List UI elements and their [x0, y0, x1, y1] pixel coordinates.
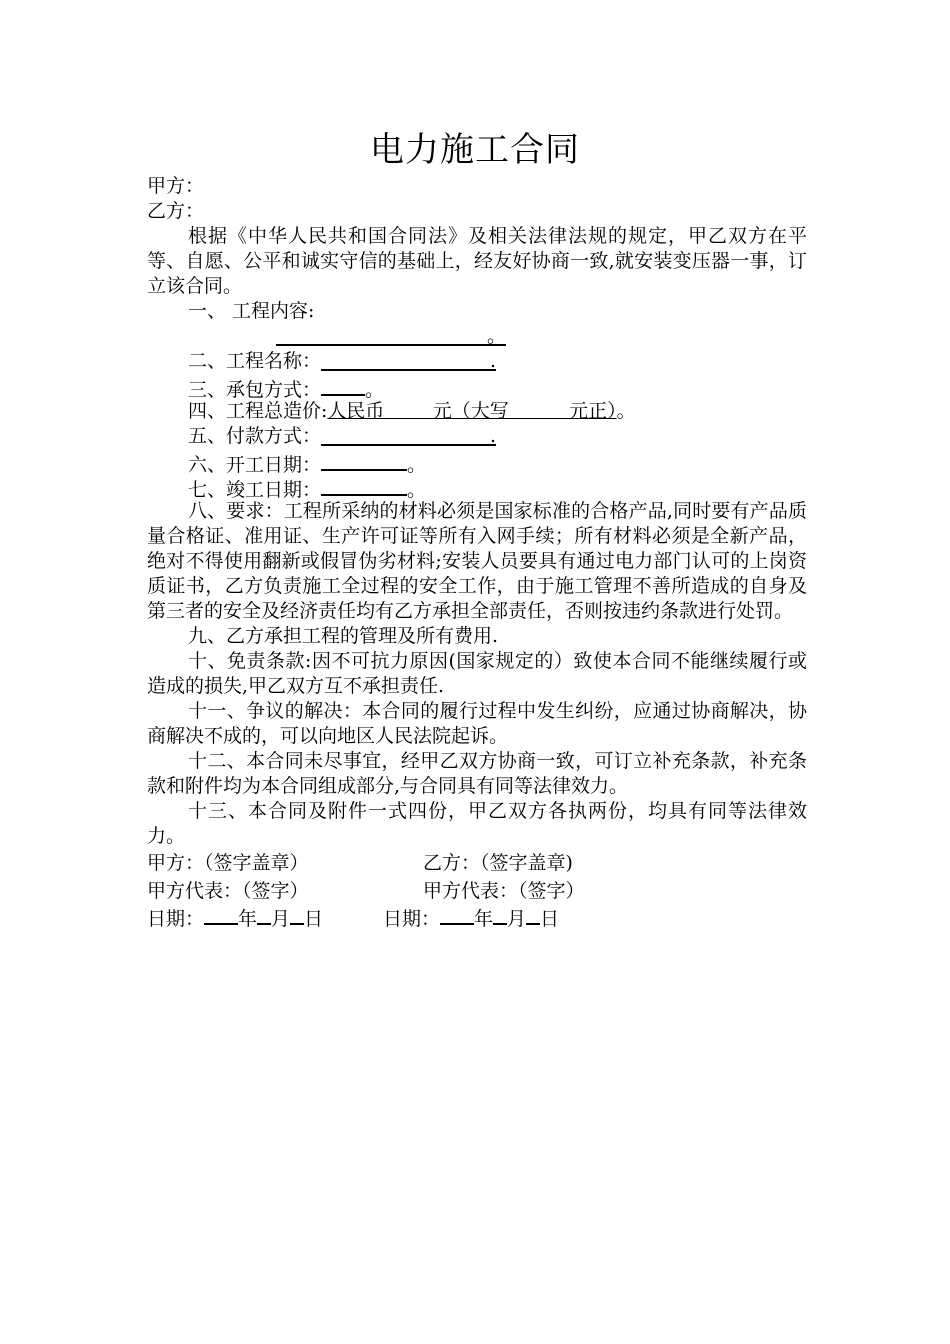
day-label: 日 [540, 908, 560, 930]
date-label: 日期： [383, 908, 441, 930]
clause-5-tail: . [489, 425, 497, 447]
clause-3 [147, 374, 807, 399]
clause-9: 九、乙方承担工程的管理及所有费用. [188, 625, 499, 647]
day-blank [290, 905, 304, 925]
clause-3-blank [321, 374, 365, 396]
party-a-line: 甲方： [147, 175, 205, 197]
clause-6-blank [321, 449, 407, 471]
intro-paragraph: 根据《中华人民共和国合同法》及相关法律法规的规定，甲乙双方在平等、自愿、公平和诚实守信的基础上，经友好协商一致,就安装变压器一事，订立该合同。 [147, 225, 807, 297]
clause-5 [147, 424, 807, 449]
clause-3-tail: 。 [365, 379, 385, 401]
month-blank [493, 905, 507, 925]
clause-1-label: 一、 工程内容: [188, 300, 315, 322]
clause-7 [147, 474, 807, 499]
clause-5-label: 五、付款方式： [188, 425, 322, 447]
clause-6-label: 六、开工日期： [188, 454, 322, 476]
clause-1-blank [276, 324, 506, 346]
party-a-representative: 甲方代表：（签字） [147, 880, 309, 902]
party-b-representative: 甲方代表：（签字） [423, 880, 585, 902]
representative-row [147, 877, 807, 905]
clause-8: 八、要求：工程所采纳的材料必须是国家标准的合格产品,同时要有产品质量合格证、准用证、生产许可证等所有入网手续；所有材料必须是全新产品，绝对不得使用翻新或假冒伪劣材料;安装人员要具有通过电力部门认可的上岗资质证书，乙方负责施工全过程的安全工作，由于施工管理不善所造成的自身及第三者的安全及经济责任均有乙方承担全部责任，否则按违约条款进行处罚。 [147, 500, 807, 622]
clause-3-label: 三、承包方式： [188, 379, 322, 401]
clause-11: 十一、争议的解决：本合同的履行过程中发生纠纷，应通过协商解决，协商解决不成的，可以向地区人民法院起诉。 [147, 700, 807, 747]
clause-1-tail: 。 [486, 325, 506, 347]
party-b-date [383, 905, 559, 933]
year-blank [440, 905, 474, 925]
signature-row [147, 849, 807, 877]
clause-7-tail: 。 [407, 479, 427, 501]
date-label: 日期： [147, 908, 205, 930]
clause-7-blank [321, 474, 407, 496]
date-row [147, 905, 807, 933]
day-label: 日 [304, 908, 324, 930]
clause-7-label: 七、竣工日期： [188, 479, 322, 501]
clause-4-tail: 。 [616, 400, 636, 422]
clause-4-label: 四、工程总造价: [188, 400, 328, 422]
party-a-date [147, 908, 323, 930]
clause-6-tail: 。 [407, 454, 427, 476]
clause-4 [147, 399, 807, 424]
month-blank [257, 905, 271, 925]
year-label: 年 [474, 908, 494, 930]
year-label: 年 [238, 908, 258, 930]
clause-1-blank-line [147, 324, 807, 349]
month-label: 月 [507, 908, 527, 930]
party-b-signature: 乙方：（签字盖章) [423, 852, 573, 874]
clause-10: 十、免责条款:因不可抗力原因(国家规定的）致使本合同不能继续履行或造成的损失,甲乙双方互不承担责任. [147, 650, 807, 697]
day-blank [526, 905, 540, 925]
clause-2 [147, 349, 807, 374]
clause-4-value: 人民币 元（大写 元正） [327, 400, 617, 422]
month-label: 月 [271, 908, 291, 930]
party-b-line: 乙方： [147, 200, 205, 222]
clause-5-blank [321, 424, 496, 446]
clause-2-blank [321, 349, 496, 371]
clause-12: 十二、本合同未尽事宜，经甲乙双方协商一致，可订立补充条款，补充条款和附件均为本合同组成部分,与合同具有同等法律效力。 [147, 750, 807, 797]
clause-2-label: 二、工程名称： [188, 350, 322, 372]
clause-13: 十三、本合同及附件一式四份，甲乙双方各执两份，均具有同等法律效力。 [147, 800, 807, 847]
contract-body [147, 174, 807, 933]
clause-2-tail: . [489, 350, 497, 372]
year-blank [204, 905, 238, 925]
document-title: 电力施工合同 [370, 130, 580, 170]
clause-6 [147, 449, 807, 474]
clause-1 [147, 299, 807, 324]
party-a-signature: 甲方：（签字盖章） [147, 852, 309, 874]
